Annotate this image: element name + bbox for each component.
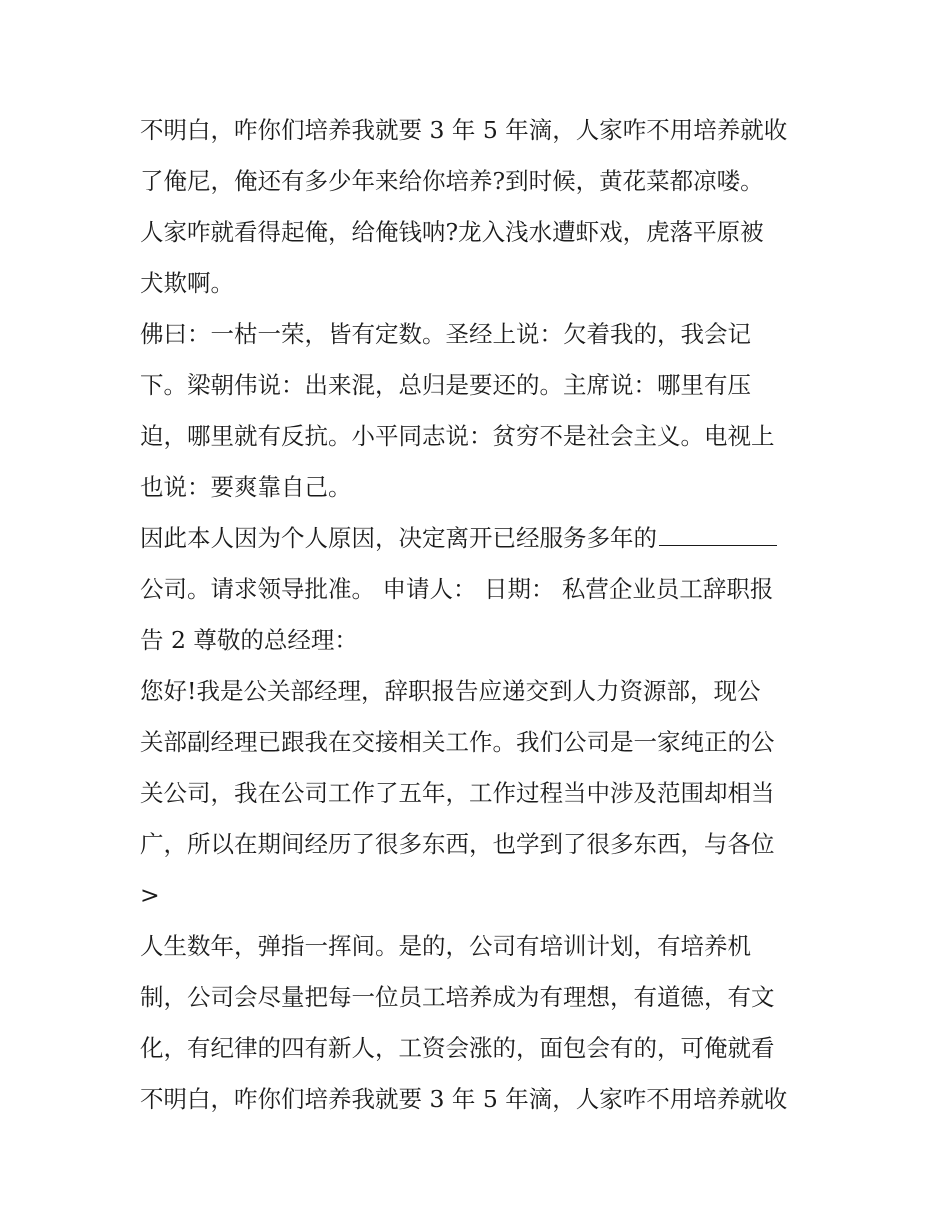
text-line: 人家咋就看得起俺，给俺钱呐?龙入浅水遭虾戏，虎落平原被 <box>140 218 764 246</box>
text-line: 也说：要爽靠自己。 <box>140 473 352 501</box>
text-line: 佛曰：一枯一荣，皆有定数。圣经上说：欠着我的，我会记 <box>140 320 751 348</box>
text-line: 了俺尼，俺还有多少年来给你培养?到时候，黄花菜都凉喽。 <box>140 167 764 195</box>
paragraph-4 <box>140 666 812 921</box>
text-line: 犬欺啊。 <box>140 269 234 297</box>
text-line: 不明白，咋你们培养我就要 3 年 5 年滴，人家咋不用培养就收 <box>140 116 788 144</box>
paragraph-2 <box>140 309 812 513</box>
text-line: 关公司，我在公司工作了五年，工作过程当中涉及范围却相当 <box>140 779 775 807</box>
paragraph-1 <box>140 105 812 309</box>
text-line: 广，所以在期间经历了很多东西，也学到了很多东西，与各位 <box>140 830 775 858</box>
text-line: 化，有纪律的四有新人，工资会涨的，面包会有的，可俺就看 <box>140 1034 775 1062</box>
text-line: 下。梁朝伟说：出来混，总归是要还的。主席说：哪里有压 <box>140 371 751 399</box>
text-line: > <box>140 881 160 909</box>
text-line: 迫，哪里就有反抗。小平同志说：贫穷不是社会主义。电视上 <box>140 422 775 450</box>
text-line: 关部副经理已跟我在交接相关工作。我们公司是一家纯正的公 <box>140 728 775 756</box>
text-line: 公司。请求领导批准。 申请人： 日期： 私营企业员工辞职报 <box>140 575 774 603</box>
paragraph-3 <box>140 513 812 666</box>
fill-in-blank <box>659 515 777 546</box>
paragraph-5 <box>140 921 812 1125</box>
text-line-with-blank <box>140 513 812 564</box>
document-page <box>140 105 812 1125</box>
text-segment: 因此本人因为个人原因，决定离开已经服务多年的 <box>140 524 657 552</box>
text-line: 您好!我是公关部经理，辞职报告应递交到人力资源部，现公 <box>140 677 761 705</box>
text-line: 告 2 尊敬的总经理： <box>140 626 358 654</box>
text-line: 不明白，咋你们培养我就要 3 年 5 年滴，人家咋不用培养就收 <box>140 1085 788 1113</box>
text-line: 人生数年，弹指一挥间。是的，公司有培训计划，有培养机 <box>140 932 751 960</box>
text-line: 制，公司会尽量把每一位员工培养成为有理想，有道德，有文 <box>140 983 775 1011</box>
